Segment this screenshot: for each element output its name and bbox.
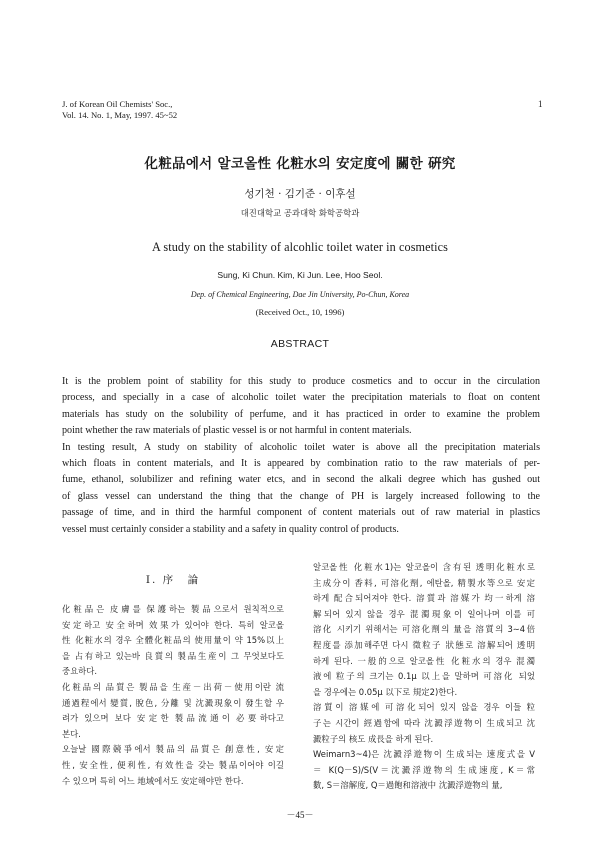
abstract-line: which floats in content materials, and It is appeared by combination ratio to the raw materials of per- [62,458,540,470]
body-line: 오늘날 國際競爭에서 製品의 品質은 創意性, 安定 [62,744,284,755]
body-line: 하게 된다. 一般的으로 알코올性 化粧水의 경우 混濁 [313,655,535,666]
title-english: A study on the stability of alcohlic toilet water in cosmetics [152,240,448,254]
body-line: 溶化 시키기 위해서는 可溶化劑의 量을 溶質의 3∼4倍 [313,624,535,635]
body-line: 安定하고 安全하며 效果가 있어야 한다. 특히 알코올 [62,619,284,630]
body-line: 化粧品의 品質은 製品을 生産－出荷－使用이란 流 [62,682,284,692]
footer-page-number: －45－ [286,810,314,820]
abstract-line: fume, ethanol, solubilizer and refining water etcs, and in second the alkali degree which has gushed out [62,474,540,486]
abstract-line: vessel must certainly consider a stability and a safety in quality control of products. [62,523,399,535]
authors-english: Sung, Ki Chun. Kim, Ki Jun. Lee, Hoo Seol. [217,270,383,280]
abstract-line: of glass vessel can understand the thing that the change of PH is largely increased following to the [62,490,540,502]
body-line: 解되어 있지 않을 경우 混濁現象이 일어나며 이를 可 [313,608,535,619]
body-line: 子는 시간이 經過함에 따라 沈澱浮遊物이 生成되고 沈 [313,718,535,728]
journal-citation [62,99,177,121]
affiliation-korean: 대진대학교 공과대학 화학공학과 [240,208,360,218]
abstract-heading: ABSTRACT [270,338,330,350]
authors-korean: 성기천 · 김기준 · 이후설 [244,188,356,200]
body-line: 澱粒子의 核도 成長을 하게 된다. [313,733,434,744]
body-line: 을 경우에는 0.05μ 以下로 規定2)한다. [313,686,458,697]
abstract-line: It is the problem point of stability for this study to produce cosmetics and to occur in the circulation [62,376,540,387]
body-line: ＝ K(Q－S)/S(V＝沈澱浮遊物의 生成速度, K＝常 [313,764,535,775]
abstract-line: In testing result, A study on stability of alcoholic toilet water is above all the precipitation materials [62,441,540,453]
title-korean: 化粧品에서 알코올性 化粧水의 安定度에 關한 硏究 [144,156,456,172]
received-date: (Received Oct., 10, 1996) [255,307,345,317]
section-heading-introduction: I. 序 論 [145,574,201,586]
body-line: 을 占有하고 있는바 良質의 製品生産이 그 무엇보다도 [62,650,284,661]
page-number: 1 [538,99,543,109]
abstract-line: materials has study on the solubility of perfume, and it has practiced in order to examine the problem [62,408,540,420]
body-line: 性, 安全性, 便利性, 有效性을 갖는 製品이어야 이길 [62,760,284,770]
abstract-line: passage of time, and in third the harmful component of content materials out of raw material in plastics [62,507,540,519]
body-line: 본다. [62,728,81,739]
abstract-line: point whether the raw materials of plastic vessel is or not harmful in content materials. [62,425,412,437]
abstract-body [62,374,540,538]
journal-volume: Vol. 14. No. 1, May, 1997. 45~52 [62,110,178,120]
body-line: 하게 配合되어져야 한다. 溶質과 溶媒가 均一하게 溶 [313,593,535,604]
body-line: 主成分이 香料, 可溶化劑, 에탄올, 精製水等으로 安定 [313,577,535,588]
body-line: Weimarn3~4)은 沈澱浮遊物이 生成되는 速度式을 V [313,749,535,760]
body-line: 程度를 添加해주면 다시 徵粒子 狀態로 溶解되어 透明 [313,640,535,650]
body-line: 數, S＝溶解度, Q＝過飽和溶液中 沈澱浮遊物의 量, [313,780,503,791]
body-line: 通過程에서 變質, 脫色, 分離 및 沈澱現象이 發生할 우 [62,697,284,708]
body-line: 液에 粒子의 크기는 0.1μ 以上을 말하며 可溶化 되었 [313,671,535,682]
body-line: 알코올性 化粧水1)는 알코올이 含有된 透明化粧水로 [313,562,535,572]
affiliation-english: Dep. of Chemical Engineering, Dae Jin University, Po-Chun, Korea [190,290,410,299]
body-line: 性 化粧水의 경우 全體化粧品의 使用量이 약 15%以上 [62,635,284,646]
body-line: 溶質이 溶媒에 可溶化되어 있지 않을 경우 이들 粒 [313,702,535,713]
body-line: 려가 있으며 보다 安定한 製品流通이 必要하다고 [62,713,284,724]
body-line: 중요하다. [62,666,98,677]
abstract-line: process, and specially in a case of alcoholic toilet water the precipitation materials to float on content [62,392,540,404]
body-line: 수 있으며 특히 어느 地域에서도 安定해야만 한다. [62,775,244,786]
body-line: 化粧品은 皮膚를 保護하는 製品으로서 원칙적으로 [62,604,284,614]
journal-name: J. of Korean Oil Chemists' Soc., [62,99,173,109]
